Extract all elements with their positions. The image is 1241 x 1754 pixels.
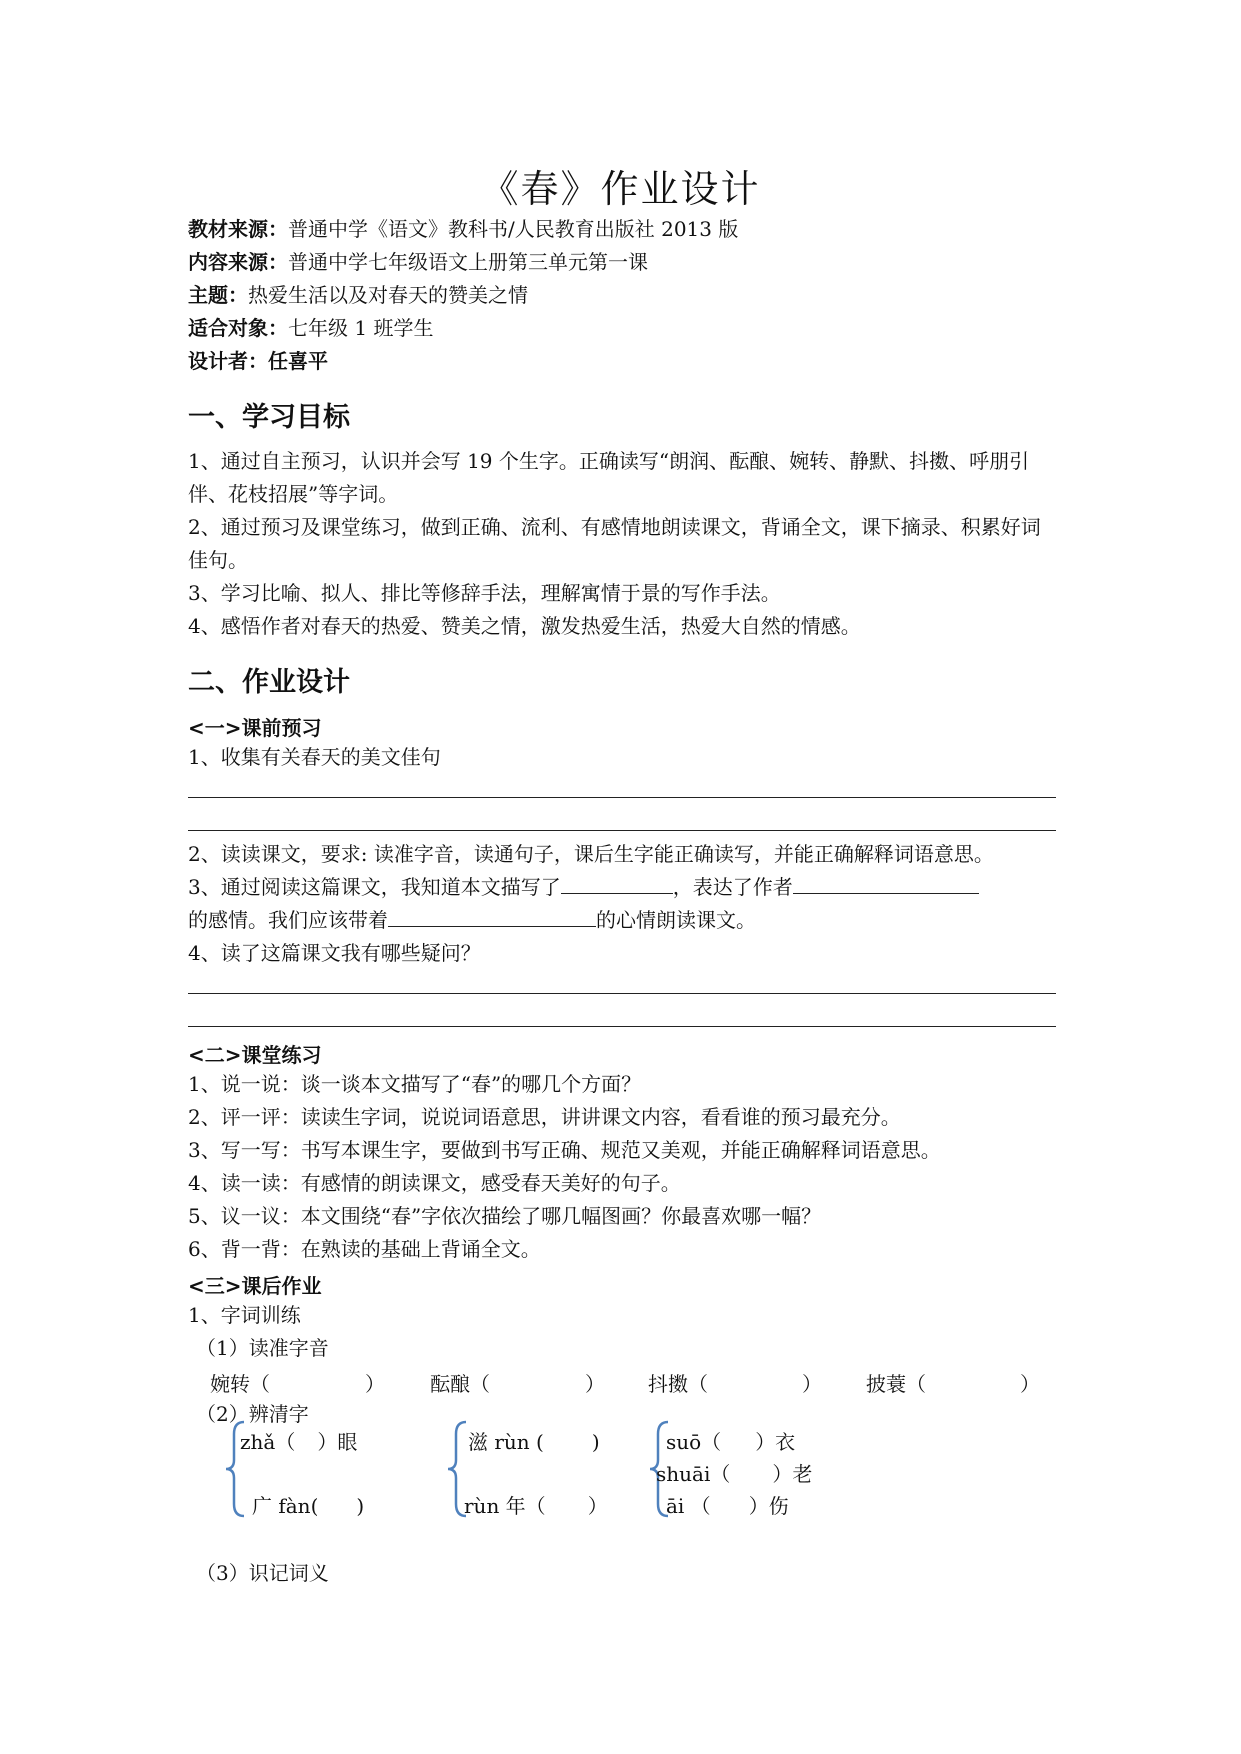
preview-question-1: 1、收集有关春天的美文佳句	[188, 745, 441, 769]
meta-content-source: 内容来源：普通中学七年级语文上册第三单元第一课	[188, 250, 648, 274]
distinguish-item: āi （ ）伤	[666, 1494, 789, 1518]
classwork-item: 3、写一写：书写本课生字，要做到书写正确、规范又美观，并能正确解释词语意思。	[188, 1138, 941, 1162]
fill-blank[interactable]	[388, 906, 596, 927]
word-item-close: ）	[1020, 1372, 1040, 1396]
word-item: 抖擞（	[648, 1372, 708, 1396]
objective-item: 4、感悟作者对春天的热爱、赞美之情，激发热爱生活，热爱大自然的情感。	[188, 614, 861, 638]
sub-question-distinguish: （2）辨清字	[196, 1402, 309, 1426]
preview-question-3-continued: 的感情。我们应该带着 的心情朗读课文。	[188, 908, 756, 932]
word-item-close: ）	[802, 1372, 822, 1396]
distinguish-item: rùn 年（ ）	[464, 1494, 608, 1518]
distinguish-item: 滋 rùn ( )	[468, 1430, 600, 1454]
section-heading-objectives: 一、学习目标	[188, 402, 350, 433]
classwork-item: 6、背一背：在熟读的基础上背诵全文。	[188, 1237, 541, 1261]
preview-question-4: 4、读了这篇课文我有哪些疑问？	[188, 941, 481, 965]
objective-item: 1、通过自主预习，认识并会写 19 个生字。正确读写“朗润、酝酿、婉转、静默、抖擞、呼朋引伴、花枝招展”等字词。	[188, 449, 1030, 506]
meta-textbook-source: 教材来源：普通中学《语文》教科书/人民教育出版社 2013 版	[188, 217, 739, 241]
meta-audience: 适合对象：七年级 1 班学生	[188, 316, 434, 340]
objective-item: 2、通过预习及课堂练习，做到正确、流利、有感情地朗读课文，背诵全文，课下摘录、积累好词佳句。	[188, 515, 1041, 572]
objective-item: 3、学习比喻、拟人、排比等修辞手法，理解寓情于景的写作手法。	[188, 581, 781, 605]
after-class-question-1: 1、字词训练	[188, 1303, 301, 1327]
classwork-item: 4、读一读：有感情的朗读课文，感受春天美好的句子。	[188, 1171, 681, 1195]
section-heading-homework: 二、作业设计	[188, 667, 350, 698]
meta-designer: 设计者：任喜平	[188, 349, 328, 373]
word-item: 婉转（	[210, 1372, 270, 1396]
subsection-heading-after-class: <三>课后作业	[188, 1274, 322, 1298]
word-item: 酝酿（	[430, 1372, 490, 1396]
answer-line[interactable]	[188, 1026, 1056, 1027]
sub-question-pronunciation: （1）读准字音	[196, 1336, 329, 1360]
distinguish-item: zhǎ（ ）眼	[240, 1430, 358, 1454]
page-title: 《春》作业设计	[480, 167, 761, 211]
subsection-heading-preview: <一>课前预习	[188, 716, 322, 740]
fill-blank[interactable]	[561, 873, 673, 894]
distinguish-item: shuāi（ ）老	[656, 1462, 813, 1486]
answer-line[interactable]	[188, 830, 1056, 831]
fill-blank[interactable]	[793, 873, 979, 894]
word-item: 披蓑（	[866, 1372, 926, 1396]
preview-question-3: 3、通过阅读这篇课文，我知道本文描写了 ，表达了作者	[188, 871, 979, 904]
distinguish-item: 广 fàn( )	[252, 1494, 365, 1518]
classwork-item: 5、议一议：本文围绕“春”字依次描绘了哪几幅图画？你最喜欢哪一幅？	[188, 1204, 822, 1228]
answer-line[interactable]	[188, 993, 1056, 994]
meta-theme: 主题：热爱生活以及对春天的赞美之情	[188, 283, 528, 307]
distinguish-item: suō（ ）衣	[666, 1430, 796, 1454]
answer-line[interactable]	[188, 797, 1056, 798]
word-item-close: ）	[585, 1372, 605, 1396]
word-item-close: ）	[365, 1372, 385, 1396]
sub-question-meaning: （3）识记词义	[196, 1561, 329, 1585]
classwork-item: 1、说一说：谈一谈本文描写了“春”的哪几个方面？	[188, 1072, 642, 1096]
preview-question-2: 2、读读课文，要求: 读准字音，读通句子，课后生字能正确读写，并能正确解释词语意思。	[188, 842, 994, 866]
classwork-item: 2、评一评：读读生字词，说说词语意思，讲讲课文内容，看看谁的预习最充分。	[188, 1105, 901, 1129]
subsection-heading-classwork: <二>课堂练习	[188, 1043, 322, 1067]
